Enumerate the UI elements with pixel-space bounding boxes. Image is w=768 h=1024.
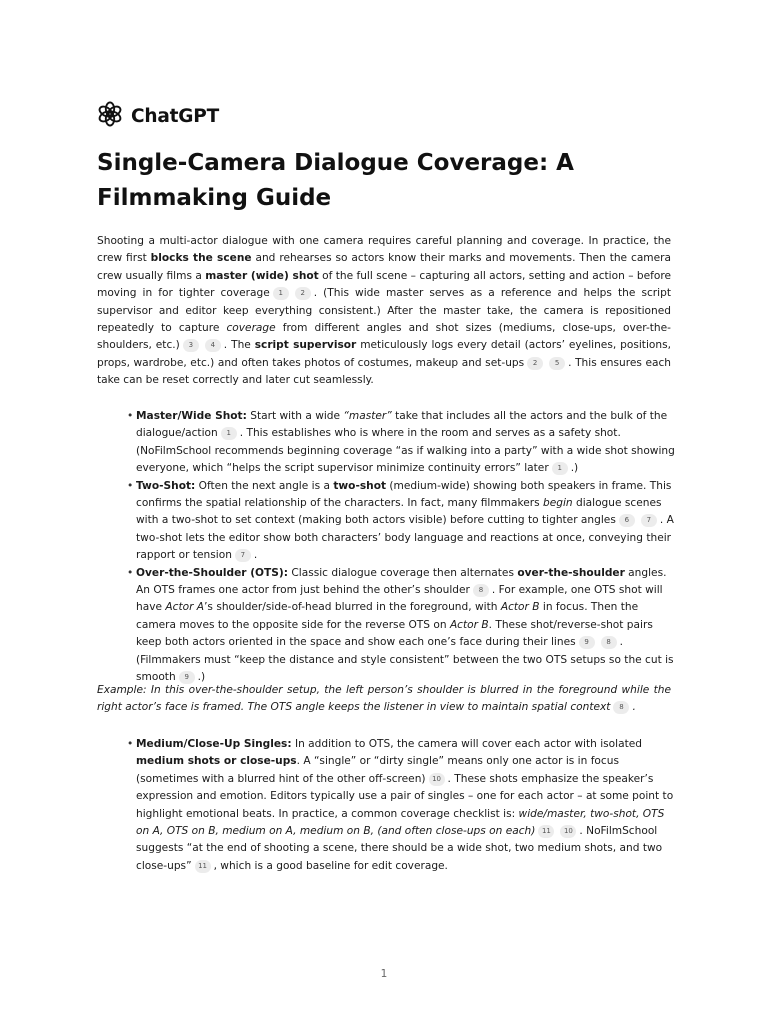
page-number: 1	[380, 968, 388, 980]
citation-badge[interactable]: 10	[560, 825, 576, 838]
citation-badge[interactable]: 1	[552, 462, 568, 475]
citation-badge[interactable]: 9	[179, 671, 195, 684]
citation-badge[interactable]: 7	[641, 514, 657, 527]
brand-name: ChatGPT	[131, 105, 220, 127]
citation-badge[interactable]: 2	[295, 287, 311, 300]
citation-badge[interactable]: 9	[579, 636, 595, 649]
example-caption: Example: In this over-the-shoulder setup, the left person’s shoulder is blurred in the foreground while the right actor’s face is framed. The OTS angle keeps the listener in view to maintain spatial context 8 .	[97, 684, 671, 714]
citation-badge[interactable]: 3	[183, 339, 199, 352]
citation-badge[interactable]: 5	[549, 357, 565, 370]
citation-badge[interactable]: 6	[619, 514, 635, 527]
page-title: Single-Camera Dialogue Coverage: A Filmmaking Guide	[97, 150, 574, 211]
citation-badge[interactable]: 10	[429, 773, 445, 786]
citation-badge[interactable]: 4	[205, 339, 221, 352]
citation-badge[interactable]: 1	[273, 287, 289, 300]
list-item-two-shot: • Two-Shot: Often the next angle is a two-shot (medium-wide) showing both speakers in frame. This confirms the spatial relationship of the characters. In fact, many filmmakers begin dialogue scenes with a two-shot to set context (making both actors visible) before cutting to tighter angles 6 7 . A two-shot lets the editor show both characters’ body language and reactions at once, conveying their rapport or tension 7 .	[136, 478, 676, 565]
citation-badge[interactable]: 7	[235, 549, 251, 562]
openai-logo-icon	[97, 101, 123, 131]
citation-badge[interactable]: 8	[613, 701, 629, 714]
citation-badge[interactable]: 11	[195, 860, 211, 873]
citation-badge[interactable]: 1	[221, 427, 237, 440]
coverage-list-continued	[136, 736, 676, 875]
list-item-master-wide-shot: • Master/Wide Shot: Start with a wide “master” take that includes all the actors and the bulk of the dialogue/action 1 . This establishes who is where in the room and serves as a safety shot. (NoFilmSchool recommends beginning coverage “as if walking into a party” with a wide shot showing everyone, which “helps the script supervisor minimize continuity errors” later 1 .)	[136, 408, 676, 478]
list-item-medium-close-up-singles: • Medium/Close-Up Singles: In addition to OTS, the camera will cover each actor with isolated medium shots or close-ups. A “single” or “dirty single” means only one actor is in focus (sometimes with a blurred hint of the other off-screen) 10 . These shots emphasize the speaker’s expression and emotion. Editors typically use a pair of singles – one for each actor – at some point to highlight emotional beats. In practice, a common coverage checklist is: wide/master, two-shot, OTS on A, OTS on B, medium on A, medium on B, (and often close-ups on each) 11 10 . NoFilmSchool suggests “at the end of shooting a scene, there should be a wide shot, two medium shots, and two close-ups” 11 , which is a good baseline for edit coverage.	[136, 736, 676, 875]
coverage-list	[136, 408, 676, 687]
citation-badge[interactable]: 8	[473, 584, 489, 597]
citation-badge[interactable]: 11	[538, 825, 554, 838]
list-item-over-the-shoulder: • Over-the-Shoulder (OTS): Classic dialogue coverage then alternates over-the-shoulder angles. An OTS frames one actor from just behind the other’s shoulder 8 . For example, one OTS shot will have Actor A’s shoulder/side-of-head blurred in the foreground, with Actor B in focus. Then the camera moves to the opposite side for the reverse OTS on Actor B. These shot/reverse-shot pairs keep both actors oriented in the space and show each one’s face during their lines 9 8 . (Filmmakers must “keep the distance and style consistent” between the two OTS setups so the cut is smooth 9 .)	[136, 565, 676, 687]
citation-badge[interactable]: 8	[601, 636, 617, 649]
citation-badge[interactable]: 2	[527, 357, 543, 370]
brand-header	[97, 101, 219, 131]
intro-paragraph: Shooting a multi-actor dialogue with one camera requires careful planning and coverage. In practice, the crew first blocks the scene and rehearses so actors know their marks and movements. Then the camera crew usually films a master (wide) shot of the full scene – capturing all actors, setting and action – before moving in for tighter coverage 1 2 . (This wide master serves as a reference and helps the script supervisor and editor keep everything consistent.) After the master take, the camera is repositioned repeatedly to capture coverage from different angles and shot sizes (mediums, close-ups, over-the-shoulders, etc.) 3 4 . The script supervisor meticulously logs every detail (actors’ eyelines, positions, props, wardrobe, etc.) and often takes photos of costumes, makeup and set-ups 2 5 . This ensures each take can be reset correctly and later cut seamlessly.	[97, 235, 671, 387]
